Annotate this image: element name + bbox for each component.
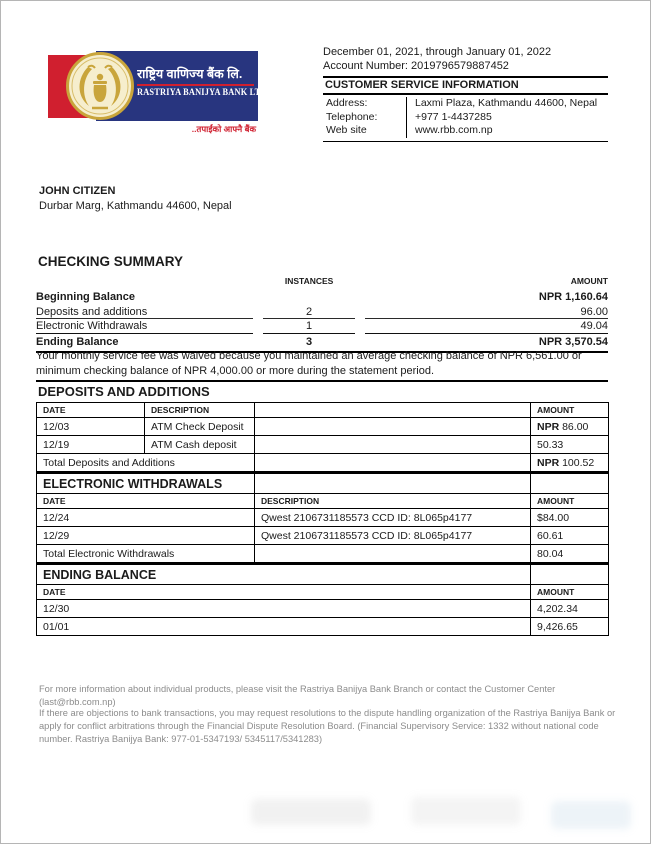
withdrawals-header-row (37, 494, 609, 509)
footer-dispute-line: If there are objections to bank transactions, you may request resolutions to the dispute handling organization of the Rastriya Banijya Bank or apply for conflict arbitrations through the Financial Dispute Resolution Board. (Financial Supervisory Service: 1332 without national code number. Rastriya Banijya Bank: 977-01-5347193/ 5345117/5341283) (39, 708, 616, 745)
deposit-description: ATM Cash deposit (145, 436, 255, 454)
description-column-header: DESCRIPTION (145, 403, 255, 418)
watermark-blob (251, 799, 371, 825)
summary-row-amount: NPR 1,160.64 (538, 291, 608, 303)
date-column-header: DATE (37, 585, 531, 600)
summary-row-label: Ending Balance (36, 335, 119, 348)
service-fee-note: Your monthly service fee was waived because you maintained an average checking balance of NPR 6,561.00 or minimum checking balance of NPR 4,000.00 or more during the statement period. (36, 350, 582, 377)
address-value: Laxmi Plaza, Kathmandu 44600, Nepal (415, 97, 598, 109)
ending-balance-title-row (37, 564, 609, 585)
date-column-header: DATE (37, 494, 255, 509)
account-number-value: 2019796579887452 (411, 60, 509, 72)
checking-summary-section (36, 254, 608, 353)
customer-service-title: CUSTOMER SERVICE INFORMATION (323, 78, 608, 95)
bank-logo (48, 51, 269, 135)
customer-service-row-address (323, 97, 608, 111)
statement-header (323, 45, 608, 142)
deposits-table (36, 402, 609, 472)
amount-value: 86.00 (562, 420, 589, 433)
amount-value: 100.52 (562, 456, 595, 469)
website-value: www.rbb.com.np (415, 124, 493, 136)
address-label: Address: (323, 97, 407, 111)
website-label: Web site (323, 124, 407, 138)
withdrawals-section-title-row (37, 473, 609, 494)
summary-row-amount: NPR 3,570.54 (538, 335, 608, 348)
watermark-smudge (231, 789, 636, 837)
currency-code: NPR (537, 456, 560, 469)
withdrawals-total-row (37, 545, 609, 563)
ending-balance-section-title: ENDING BALANCE (37, 564, 531, 585)
checking-summary-header-row (36, 274, 608, 290)
bank-name-nepali: राष्ट्रिय वाणिज्य बैंक लि. (137, 67, 243, 81)
customer-service-rows (323, 95, 608, 142)
customer-block (39, 184, 232, 214)
customer-service-row-website (323, 124, 608, 138)
summary-row-label: Electronic Withdrawals (36, 319, 253, 334)
ending-balance-amount: 9,426.65 (531, 618, 609, 636)
checking-summary-title: CHECKING SUMMARY (38, 254, 183, 269)
account-number-label: Account Number: (323, 60, 408, 72)
deposit-row (37, 436, 609, 454)
deposit-row (37, 418, 609, 436)
withdrawal-description: Qwest 2106731185573 CCD ID: 8L065p4177 (255, 527, 531, 545)
bank-tagline: ..तपाईंको आफ्नै बैंक (191, 124, 256, 134)
deposits-total-label: Total Deposits and Additions (37, 454, 255, 472)
empty-cell (531, 564, 609, 585)
withdrawal-description: Qwest 2106731185573 CCD ID: 8L065p4177 (255, 509, 531, 527)
ending-balance-row (37, 600, 609, 618)
summary-amount-header: AMOUNT (570, 276, 608, 286)
summary-row-label: Deposits and additions (36, 305, 253, 320)
bank-name-english: RASTRIYA BANIJYA BANK LTD. (137, 88, 269, 98)
withdrawal-date: 12/29 (37, 527, 255, 545)
amount-column-header: AMOUNT (531, 403, 609, 418)
deposits-total-amount (531, 454, 609, 472)
summary-row-amount: 96.00 (365, 305, 608, 320)
ending-balance-header-row (37, 585, 609, 600)
deposit-empty-cell (255, 454, 531, 472)
deposit-empty-cell (255, 436, 531, 454)
empty-column-header (255, 403, 531, 418)
summary-label-header (36, 274, 253, 290)
summary-instances-header: INSTANCES (284, 276, 334, 286)
watermark-blob (411, 797, 521, 825)
withdrawals-total-label: Total Electronic Withdrawals (37, 545, 255, 563)
summary-row-amount: 49.04 (365, 319, 608, 334)
bank-emblem-icon (66, 52, 134, 120)
ending-balance-date: 12/30 (37, 600, 531, 618)
transaction-tables (36, 380, 608, 636)
telephone-label: Telephone: (323, 111, 407, 125)
summary-row-instances (263, 290, 355, 305)
withdrawal-date: 12/24 (37, 509, 255, 527)
deposit-empty-cell (255, 418, 531, 436)
deposit-date: 12/03 (37, 418, 145, 436)
deposits-section-title: DEPOSITS AND ADDITIONS (36, 380, 608, 402)
description-column-header: DESCRIPTION (255, 494, 531, 509)
date-column-header: DATE (37, 403, 145, 418)
statement-period: December 01, 2021, through January 01, 2022 (323, 46, 552, 58)
withdrawals-table (36, 472, 609, 563)
telephone-value: +977 1-4437285 (415, 110, 492, 123)
currency-code: NPR (537, 420, 560, 433)
summary-row-instances: 2 (263, 305, 355, 320)
empty-cell (531, 473, 609, 494)
withdrawal-amount: 60.61 (531, 527, 609, 545)
summary-row-label: Beginning Balance (36, 291, 136, 303)
deposit-date: 12/19 (37, 436, 145, 454)
watermark-blob (551, 801, 631, 829)
deposit-description: ATM Check Deposit (145, 418, 255, 436)
withdrawal-row (37, 509, 609, 527)
summary-row-withdrawals (36, 319, 608, 334)
ending-balance-table (36, 563, 609, 636)
amount-column-header: AMOUNT (531, 585, 609, 600)
deposit-amount (531, 436, 609, 454)
amount-column-header: AMOUNT (531, 494, 609, 509)
customer-name: JOHN CITIZEN (39, 185, 116, 197)
withdrawal-row (37, 527, 609, 545)
empty-cell (255, 545, 531, 563)
summary-row-instances: 1 (263, 319, 355, 334)
deposits-total-row (37, 454, 609, 472)
amount-value: 50.33 (537, 438, 564, 451)
customer-address: Durbar Marg, Kathmandu 44600, Nepal (39, 200, 232, 212)
withdrawals-section-title: ELECTRONIC WITHDRAWALS (37, 473, 255, 494)
summary-row-deposits (36, 305, 608, 320)
deposit-amount (531, 418, 609, 436)
withdrawal-amount: $84.00 (531, 509, 609, 527)
customer-service-row-telephone (323, 111, 608, 125)
withdrawals-total-amount: 80.04 (531, 545, 609, 563)
ending-balance-date: 01/01 (37, 618, 531, 636)
summary-row-beginning-balance (36, 290, 608, 305)
ending-balance-amount: 4,202.34 (531, 600, 609, 618)
customer-service-box (323, 76, 608, 142)
footer-info-line: For more information about individual products, please visit the Rastriya Banijya Bank Branch or contact the Customer Center (last@rbb.com.np) (39, 684, 556, 708)
ending-balance-row (37, 618, 609, 636)
account-number-line (323, 59, 608, 73)
empty-cell (255, 473, 531, 494)
summary-row-instances: 3 (306, 335, 313, 348)
deposits-header-row (37, 403, 609, 418)
logo-divider (137, 84, 254, 86)
